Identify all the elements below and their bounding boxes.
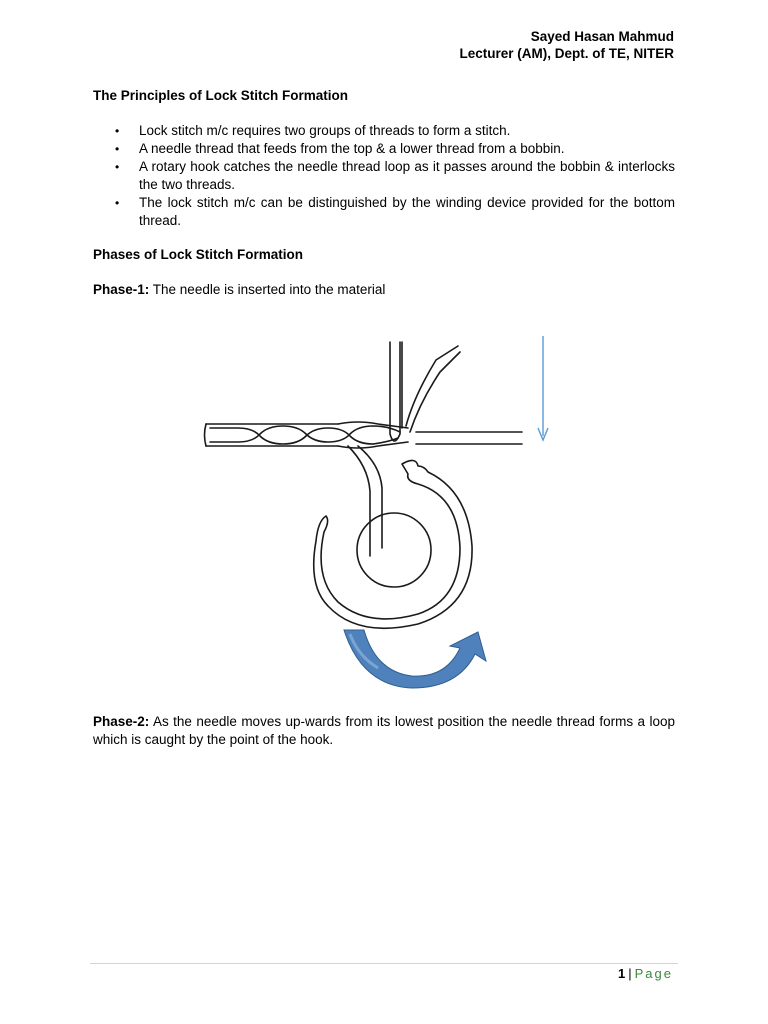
rotary-hook-figure bbox=[314, 460, 472, 628]
down-arrow-icon bbox=[538, 336, 548, 440]
author-position: Lecturer (AM), Dept. of TE, NITER bbox=[459, 46, 674, 61]
bullet-icon: • bbox=[115, 142, 120, 156]
phase-2-paragraph bbox=[93, 713, 675, 749]
thread-loop-figure bbox=[348, 446, 382, 556]
bullet-text: A rotary hook catches the needle thread loop as it passes around the bobbin & interlocks the two threads. bbox=[139, 159, 675, 192]
phase-1-text: The needle is inserted into the material bbox=[149, 282, 386, 297]
lock-stitch-diagram bbox=[198, 316, 568, 694]
bullet-icon: • bbox=[115, 196, 120, 210]
footer-separator: | bbox=[628, 966, 632, 981]
needle-figure bbox=[390, 342, 460, 441]
bullet-item bbox=[93, 158, 675, 194]
bullet-text: The lock stitch m/c can be distinguished by the winding device provided for the bottom thread. bbox=[139, 195, 675, 228]
bullet-item bbox=[93, 140, 675, 158]
page-word: Page bbox=[634, 966, 673, 981]
page-footer bbox=[618, 966, 673, 981]
bullet-item bbox=[93, 122, 675, 140]
document-title: The Principles of Lock Stitch Formation bbox=[93, 88, 349, 103]
bullet-text: A needle thread that feeds from the top & a lower thread from a bobbin. bbox=[139, 141, 565, 156]
bullet-item bbox=[93, 194, 675, 230]
bullet-list bbox=[93, 122, 675, 230]
author-name: Sayed Hasan Mahmud bbox=[530, 29, 674, 44]
bullet-icon: • bbox=[115, 124, 120, 138]
bullet-icon: • bbox=[115, 160, 120, 174]
bullet-text: Lock stitch m/c requires two groups of threads to form a stitch. bbox=[139, 123, 511, 138]
phase-2-text: As the needle moves up-wards from its lowest position the needle thread forms a loop which is caught by the point of the hook. bbox=[93, 714, 675, 747]
rotation-arrow-icon bbox=[344, 630, 486, 688]
bobbin-figure bbox=[357, 513, 431, 587]
document-header bbox=[459, 28, 674, 62]
phase-1-paragraph bbox=[93, 281, 675, 299]
twisted-thread-figure bbox=[205, 422, 409, 448]
section-subtitle: Phases of Lock Stitch Formation bbox=[93, 247, 304, 262]
footer-divider bbox=[90, 963, 678, 964]
page-number: 1 bbox=[618, 966, 626, 981]
phase-1-label: Phase-1: bbox=[93, 282, 150, 297]
phase-2-label: Phase-2: bbox=[93, 714, 150, 729]
fabric-line-figure bbox=[416, 432, 522, 444]
